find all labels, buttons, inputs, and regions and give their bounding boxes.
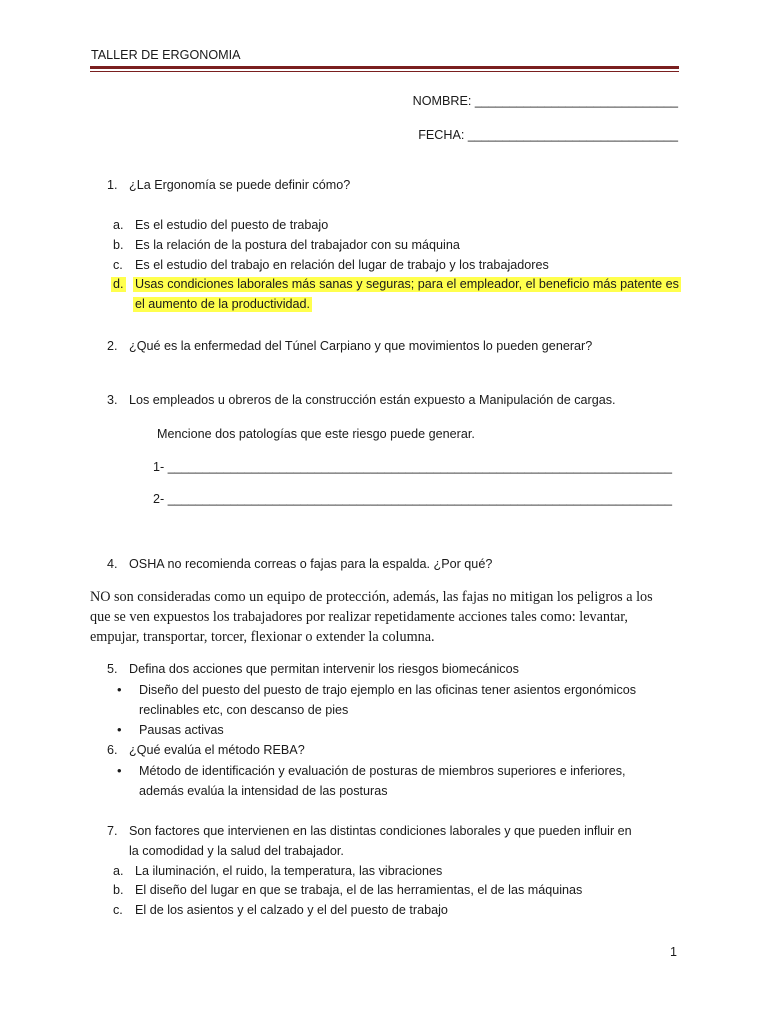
- option-text: Es el estudio del puesto de trabajo: [135, 218, 329, 232]
- question-number: 5.: [107, 662, 118, 676]
- option-letter: a.: [113, 218, 124, 232]
- option-letter: b.: [113, 883, 124, 897]
- question-number: 2.: [107, 339, 118, 353]
- question-text: Defina dos acciones que permitan intervenir los riesgos biomecánicos: [129, 662, 519, 676]
- question-number: 7.: [107, 824, 118, 838]
- bullet-text: reclinables etc, con descanso de pies: [139, 703, 349, 717]
- date-field[interactable]: FECHA: ______________________________: [418, 128, 678, 142]
- option-text: Es el estudio del trabajo en relación del lugar de trabajo y los trabajadores: [135, 258, 549, 272]
- option-letter: c.: [113, 258, 123, 272]
- bullet-text: Pausas activas: [139, 723, 224, 737]
- question-subtext: Mencione dos patologías que este riesgo puede generar.: [157, 427, 475, 441]
- question-number: 3.: [107, 393, 118, 407]
- option-letter-highlighted: d.: [113, 277, 124, 291]
- question-number: 6.: [107, 743, 118, 757]
- answer-line: NO son consideradas como un equipo de protección, además, las fajas no mitigan los peligros a los: [90, 589, 653, 605]
- header-rule-thin: [90, 71, 679, 72]
- bullet-icon: •: [117, 722, 122, 737]
- option-text: Es la relación de la postura del trabajador con su máquina: [135, 238, 460, 252]
- bullet-text: Método de identificación y evaluación de posturas de miembros superiores e inferiores,: [139, 764, 626, 778]
- question-text: ¿Qué es la enfermedad del Túnel Carpiano y que movimientos lo pueden generar?: [129, 339, 593, 353]
- question-text: ¿Qué evalúa el método REBA?: [129, 743, 305, 757]
- option-text: La iluminación, el ruido, la temperatura, las vibraciones: [135, 864, 443, 878]
- question-number: 1.: [107, 178, 118, 192]
- name-field[interactable]: NOMBRE: _____________________________: [412, 94, 678, 108]
- option-text-highlighted: el aumento de la productividad.: [135, 297, 311, 311]
- question-number: 4.: [107, 557, 118, 571]
- option-letter: c.: [113, 903, 123, 917]
- option-letter: b.: [113, 238, 124, 252]
- option-text: El de los asientos y el calzado y el del puesto de trabajo: [135, 903, 448, 917]
- option-text: El diseño del lugar en que se trabaja, el de las herramientas, el de las máquinas: [135, 883, 583, 897]
- question-text: Los empleados u obreros de la construcción están expuesto a Manipulación de cargas.: [129, 393, 616, 407]
- answer-line: que se ven expuestos los trabajadores por realizar repetidamente acciones tales como: levantar,: [90, 609, 628, 625]
- question-text: la comodidad y la salud del trabajador.: [129, 844, 344, 858]
- answer-blank-1[interactable]: 1- ________________________________________________________________________: [153, 460, 672, 474]
- header-rule-thick: [90, 66, 679, 69]
- option-letter: a.: [113, 864, 124, 878]
- bullet-text: además evalúa la intensidad de las posturas: [139, 784, 388, 798]
- bullet-icon: •: [117, 763, 122, 778]
- bullet-text: Diseño del puesto del puesto de trajo ejemplo en las oficinas tener asientos ergonómicos: [139, 683, 637, 697]
- page-number: 1: [669, 945, 677, 959]
- question-text: OSHA no recomienda correas o fajas para la espalda. ¿Por qué?: [129, 557, 493, 571]
- question-text: Son factores que intervienen en las distintas condiciones laborales y que pueden influir en: [129, 824, 632, 838]
- option-text-highlighted: Usas condiciones laborales más sanas y seguras; para el empleador, el beneficio más patente es: [135, 277, 679, 291]
- bullet-icon: •: [117, 682, 122, 697]
- answer-line: empujar, transportar, torcer, flexionar o extender la columna.: [90, 629, 435, 645]
- answer-blank-2[interactable]: 2- ________________________________________________________________________: [153, 492, 672, 506]
- document-header-title: TALLER DE ERGONOMIA: [91, 48, 241, 62]
- question-text: ¿La Ergonomía se puede definir cómo?: [129, 178, 351, 192]
